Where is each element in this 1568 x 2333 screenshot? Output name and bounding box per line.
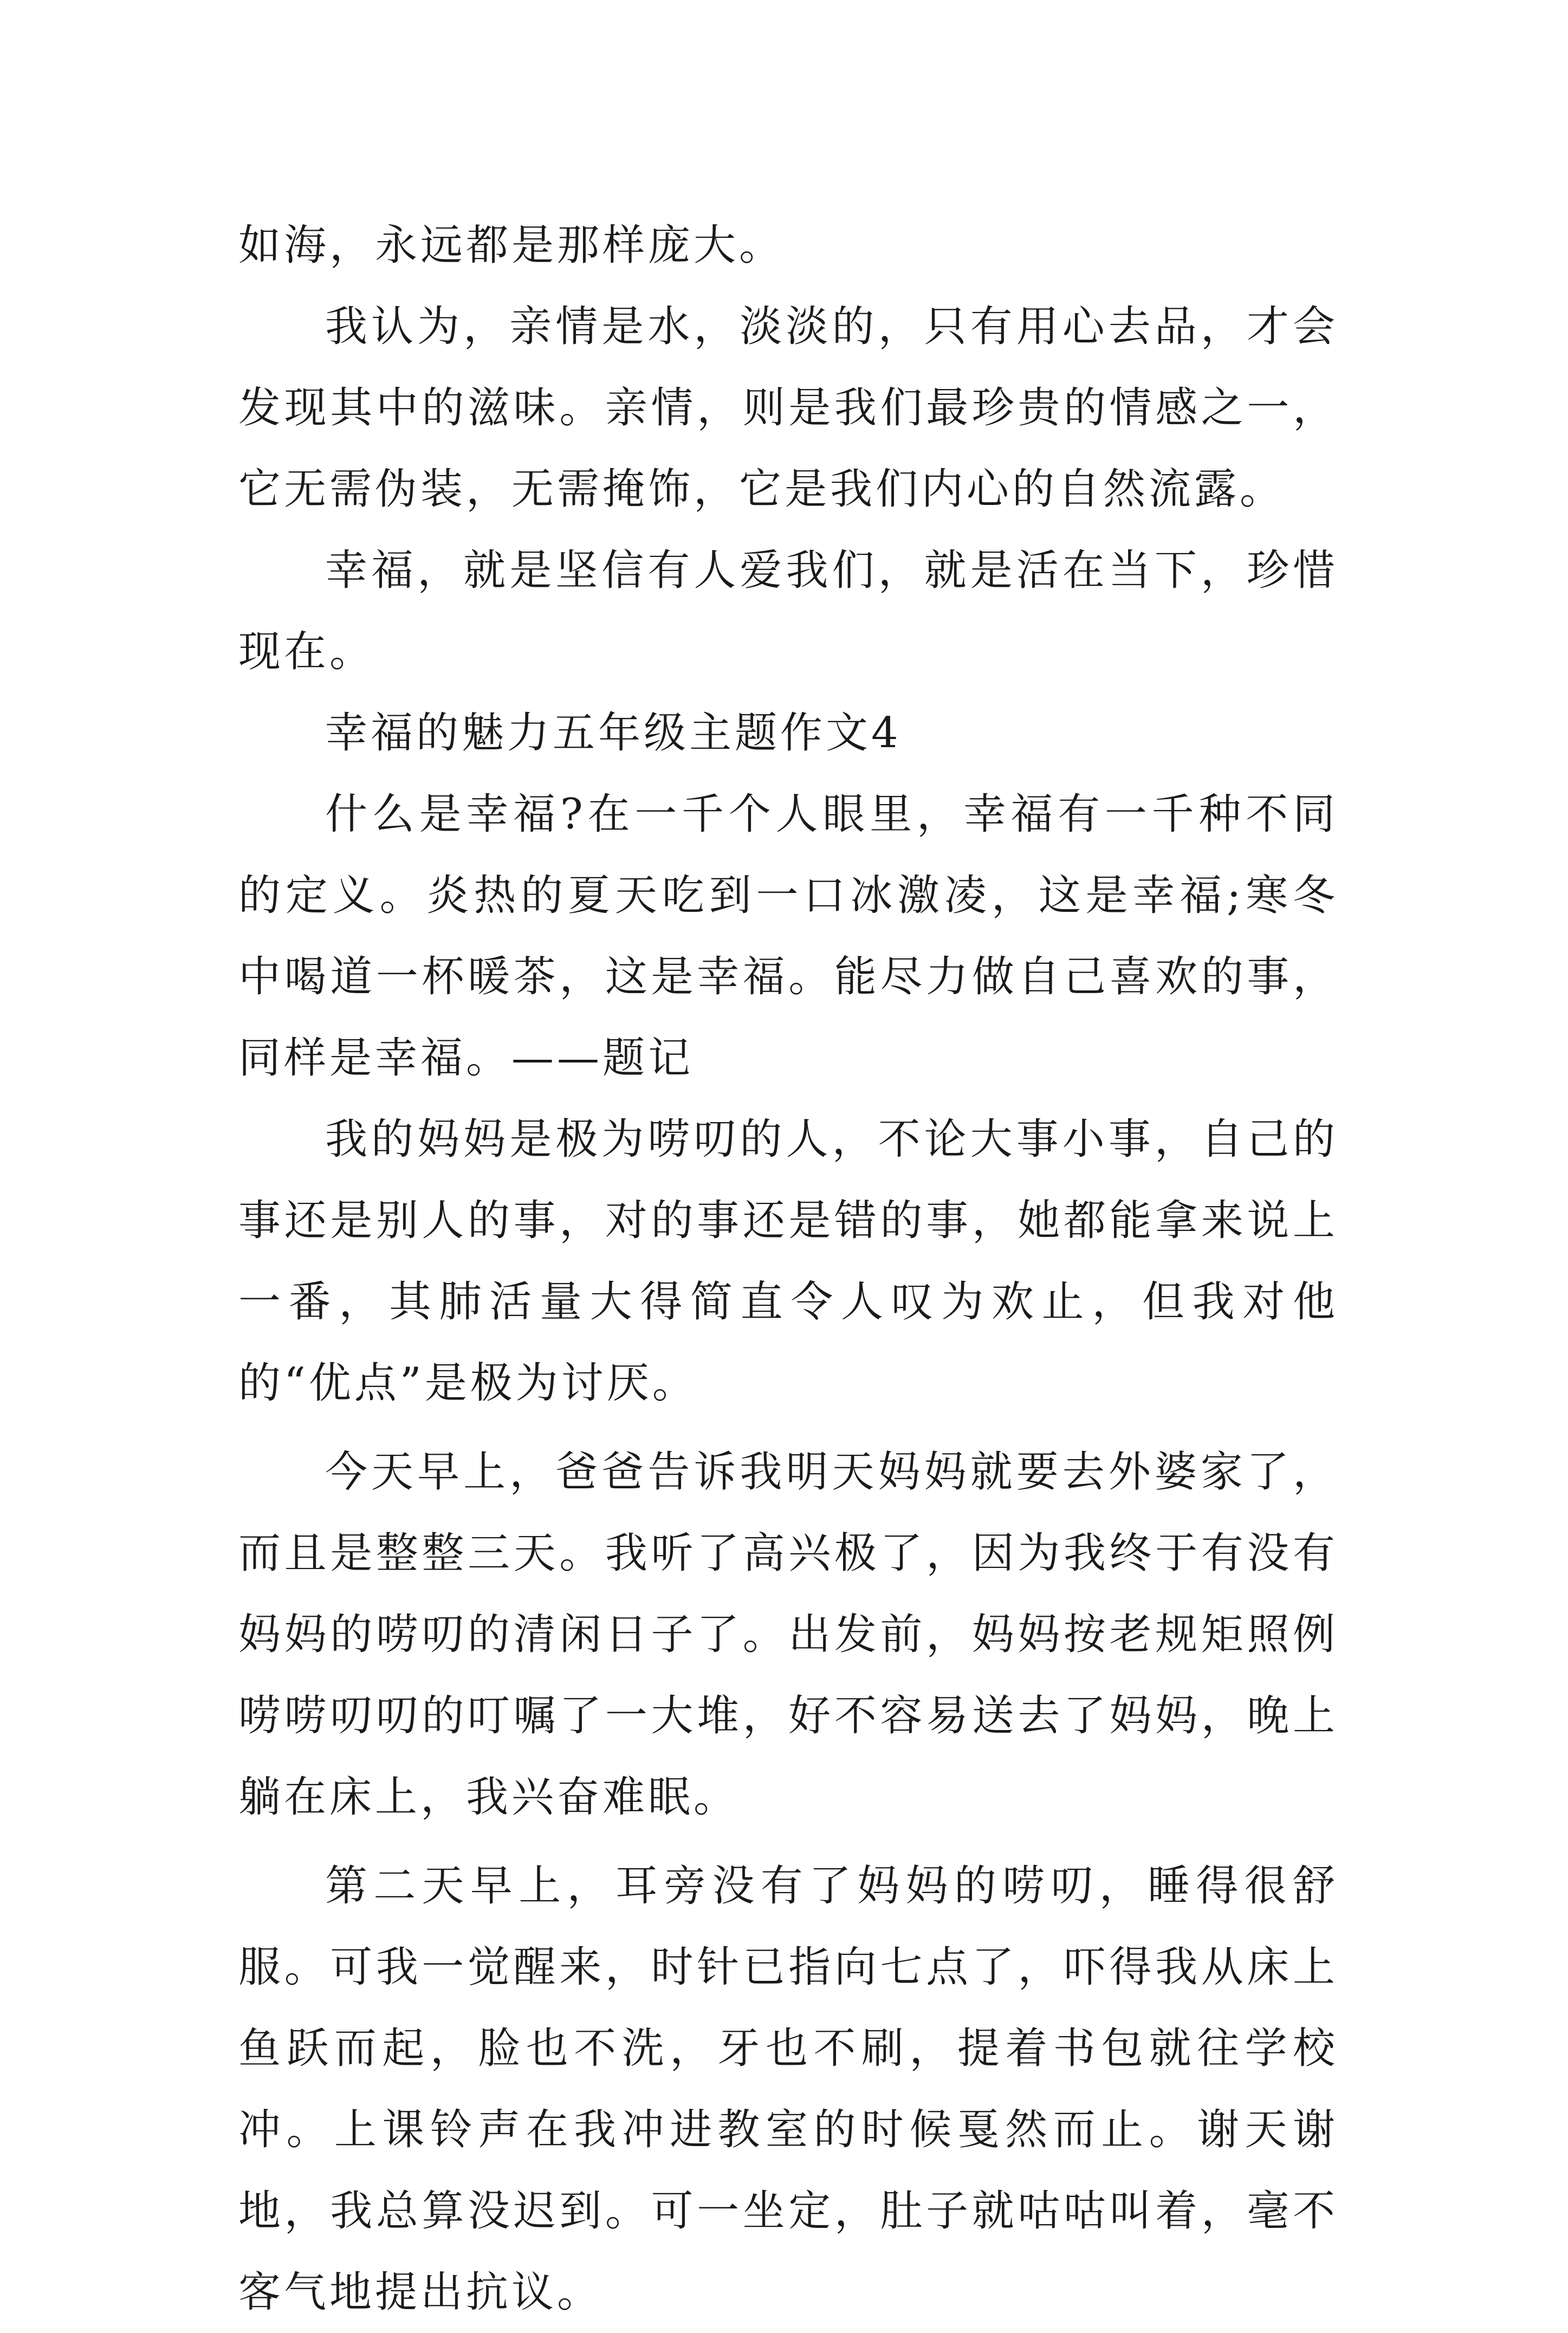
paragraph-epigraph: 什么是幸福?在一千个人眼里，幸福有一千种不同的定义。炎热的夏天吃到一口冰激凌，这是幸福;寒冬中喝道一杯暖茶，这是幸福。能尽力做自己喜欢的事，同样是幸福。——题记: [238, 790, 1338, 1083]
document-body: [238, 205, 1338, 2333]
paragraph-mother-leaves: 今天早上，爸爸告诉我明天妈妈就要去外婆家了，而且是整整三天。我听了高兴极了，因为我终于有没有妈妈的唠叨的清闲日子了。出发前，妈妈按老规矩照例唠唠叨叨的叮嘱了一大堆，好不容易送去了妈妈，晚上躺在床上，我兴奋难眠。: [238, 1448, 1338, 1822]
paragraph-3: 幸福，就是坚信有人爱我们，就是活在当下，珍惜现在。: [238, 546, 1338, 676]
essay-heading: 幸福的魅力五年级主题作文4: [325, 709, 902, 757]
paragraph-1: 如海，永远都是那样庞大。: [238, 221, 785, 270]
paragraph-next-morning: 第二天早上，耳旁没有了妈妈的唠叨，睡得很舒服。可我一觉醒来，时针已指向七点了，吓得我从床上鱼跃而起，脸也不洗，牙也不刷，提着书包就往学校冲。上课铃声在我冲进教室的时候戛然而止。谢天谢地，我总算没迟到。可一坐定，肚子就咕咕叫着，毫不客气地提出抗议。: [238, 1862, 1338, 2317]
paragraph-mother-nagging: 我的妈妈是极为唠叨的人，不论大事小事，自己的事还是别人的事，对的事还是错的事，她都能拿来说上一番，其肺活量大得简直令人叹为欢止，但我对他的“优点”是极为讨厌。: [238, 1115, 1338, 1408]
paragraph-2: 我认为，亲情是水，淡淡的，只有用心去品，才会发现其中的滋味。亲情，则是我们最珍贵的情感之一，它无需伪装，无需掩饰，它是我们内心的自然流露。: [238, 302, 1338, 514]
